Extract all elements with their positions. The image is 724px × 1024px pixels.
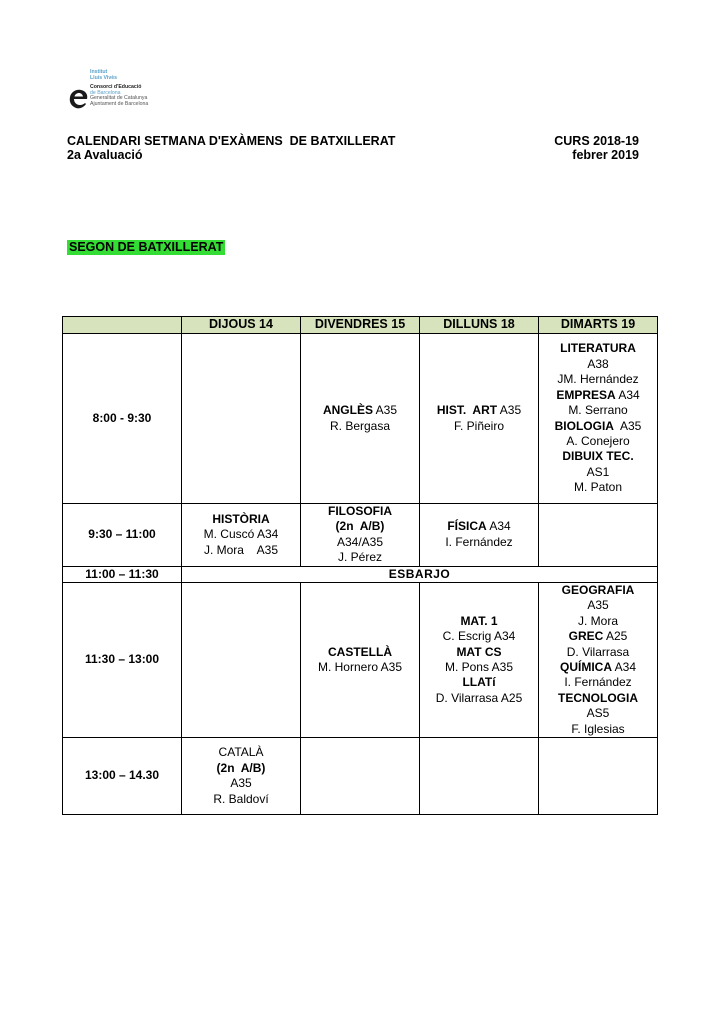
room: A35	[497, 403, 522, 418]
institution-logo	[66, 66, 176, 122]
exam-calendar-table	[62, 316, 658, 815]
break-label: ESBARJO	[182, 566, 658, 582]
room: A25	[603, 629, 628, 644]
exam-cell	[182, 504, 301, 567]
time-slot: 11:00 – 11:30	[63, 566, 182, 582]
column-header-dilluns: DILLUNS 18	[420, 317, 539, 334]
column-header-time	[63, 317, 182, 334]
page-title: CALENDARI SETMANA D'EXÀMENS DE BATXILLERAT	[67, 134, 396, 148]
room: A34	[615, 387, 640, 402]
column-header-divendres: DIVENDRES 15	[301, 317, 420, 334]
room: AS5	[586, 706, 610, 721]
subject-name: FILOSOFIA	[328, 504, 392, 518]
exam-cell	[420, 334, 539, 504]
subject-name: LITERATURA	[560, 341, 636, 356]
room: A34	[486, 519, 511, 534]
exam-cell	[420, 583, 539, 738]
time-slot: 8:00 - 9:30	[63, 334, 182, 504]
header-left	[67, 134, 395, 162]
section-heading: SEGON DE BATXILLERAT	[69, 240, 224, 254]
teacher: C. Escrig A34	[442, 629, 516, 644]
exam-cell-empty	[539, 738, 658, 815]
exam-cell	[301, 583, 420, 738]
time-slot: 13:00 – 14.30	[63, 738, 182, 815]
teacher: M. Hornero A35	[317, 660, 403, 675]
room: A34/A35	[336, 534, 384, 549]
logo-line-institut: Institut	[90, 69, 108, 75]
room: A38	[587, 356, 609, 371]
header-right	[554, 134, 639, 162]
page-subtitle: 2a Avaluació	[67, 148, 143, 162]
exam-cell-empty	[182, 334, 301, 504]
logo-line-consorci: Consorci d'Educació	[90, 84, 142, 91]
teacher: F. Iglesias	[571, 721, 625, 736]
course-label: CURS 2018-19	[554, 134, 639, 148]
exam-cell-empty	[301, 738, 420, 815]
exam-cell	[539, 334, 658, 504]
table-row	[63, 334, 658, 504]
subject-name: GREC	[568, 629, 604, 644]
logo-line-generalitat: Generalitat de Catalunya	[90, 95, 148, 102]
exam-cell	[301, 504, 420, 567]
logo-line-school-name: Lluís Vivès	[90, 74, 118, 81]
room: A35	[587, 598, 609, 613]
subject-name: GEOGRAFIA	[561, 583, 635, 598]
teacher: J. Mora	[577, 613, 618, 628]
table-header-row	[63, 317, 658, 334]
subject-name: BIOLOGIA	[554, 418, 614, 433]
exam-cell-empty	[182, 583, 301, 738]
teacher: M. Paton	[573, 480, 623, 495]
teacher: M. Cuscó A34	[203, 527, 279, 542]
teacher: D. Vilarrasa A25	[435, 690, 523, 705]
exam-cell-empty	[420, 738, 539, 815]
subject-name: FÍSICA	[447, 519, 487, 534]
room: AS1	[586, 464, 610, 479]
table-row	[63, 504, 658, 567]
date-label: febrer 2019	[572, 148, 639, 162]
teacher: R. Baldoví	[213, 791, 269, 806]
time-slot: 9:30 – 11:00	[63, 504, 182, 567]
teacher: M. Pons A35	[444, 660, 514, 675]
room: A35	[230, 776, 252, 791]
room: A35	[372, 403, 398, 418]
subject-name: CASTELLÀ	[328, 644, 392, 659]
group-label: (2n A/B)	[335, 519, 385, 534]
exam-cell	[539, 583, 658, 738]
teacher: JM. Hernández	[557, 372, 639, 387]
subject-name: TECNOLOGIA	[558, 690, 638, 705]
exam-cell	[301, 334, 420, 504]
teacher: J. Pérez	[337, 550, 382, 565]
teacher: J. Mora A35	[203, 542, 279, 557]
subject-name: MAT CS	[456, 644, 502, 659]
teacher: R. Bergasa	[329, 418, 391, 433]
table-row	[63, 738, 658, 815]
subject-name: QUÍMICA	[559, 660, 612, 675]
subject-name: ANGLÈS	[322, 403, 373, 418]
time-slot: 11:30 – 13:00	[63, 583, 182, 738]
teacher: M. Serrano	[568, 403, 628, 418]
subject-name: CATALÀ	[218, 745, 264, 760]
group-label: (2n A/B)	[216, 760, 266, 775]
subject-name: LLATí	[462, 675, 496, 690]
consorci-e-logo-icon	[66, 86, 90, 112]
subject-name: HIST. ART	[436, 403, 498, 418]
logo-line-ajuntament: Ajuntament de Barcelona	[90, 100, 149, 107]
teacher: I. Fernández	[445, 534, 513, 549]
subject-name: HISTÒRIA	[212, 511, 270, 526]
teacher: F. Piñeiro	[453, 418, 505, 433]
table-row	[63, 566, 658, 582]
subject-name: EMPRESA	[556, 387, 616, 402]
subject-name: MAT. 1	[460, 613, 498, 628]
logo-line-barcelona: de Barcelona	[90, 89, 121, 96]
column-header-dimarts: DIMARTS 19	[539, 317, 658, 334]
table-row	[63, 583, 658, 738]
exam-cell	[182, 738, 301, 815]
exam-cell-empty	[539, 504, 658, 567]
exam-cell	[420, 504, 539, 567]
room: A34	[611, 660, 637, 675]
teacher: A. Conejero	[566, 433, 630, 448]
room: A35	[613, 418, 642, 433]
subject-name: DIBUIX TEC.	[562, 449, 634, 464]
column-header-dijous: DIJOUS 14	[182, 317, 301, 334]
teacher: D. Vilarrasa	[566, 644, 630, 659]
teacher: I. Fernández	[564, 675, 632, 690]
